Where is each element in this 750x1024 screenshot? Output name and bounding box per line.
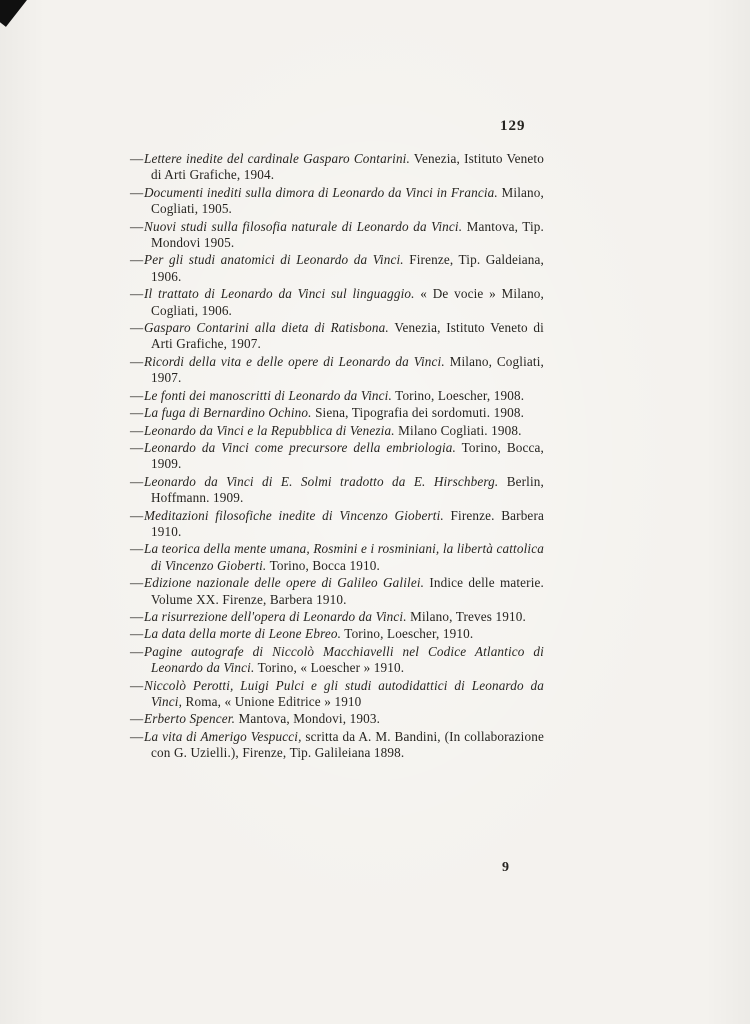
bibliography-entry: [130, 185, 544, 218]
bibliography-entry: [130, 729, 544, 762]
entry-dash: —: [130, 353, 144, 369]
entry-publisher-info: Mantova, Tip. Mondovi 1905.: [151, 218, 544, 251]
bibliography-entry: [130, 626, 544, 642]
entry-title: Gasparo Contarini alla dieta di Ratisbona.: [144, 320, 389, 336]
bibliography-entry: [130, 508, 544, 541]
entry-publisher-info: scritta da A. M. Bandini, (In collaborazione con G. Uzielli.), Firenze, Tip. Galileiana 1898.: [151, 728, 544, 761]
bibliography-entry: [130, 405, 544, 421]
entry-dash: —: [130, 473, 144, 489]
bibliography-entry: [130, 609, 544, 625]
bibliography-entry: [130, 474, 544, 507]
entry-publisher-info: Roma, « Unione Editrice » 1910: [185, 694, 362, 709]
entry-publisher-info: Milano, Treves 1910.: [410, 608, 526, 624]
entry-title: Nuovi studi sulla filosofia naturale di Leonardo da Vinci.: [144, 218, 463, 234]
scan-corner-artifact: [0, 0, 27, 27]
entry-dash: —: [130, 320, 144, 336]
bibliography-entry: [130, 711, 544, 727]
entry-dash: —: [130, 507, 144, 523]
entry-dash: —: [130, 151, 144, 166]
entry-title: Documenti inediti sulla dimora di Leonardo da Vinci in Francia.: [144, 184, 498, 200]
entry-dash: —: [130, 218, 144, 234]
entry-title: Pagine autografe di Niccolò Macchiavelli nel Codice Atlantico di Leonardo da Vinci.: [144, 643, 544, 676]
entry-title: La data della morte di Leone Ebreo.: [144, 626, 342, 642]
entry-publisher-info: Venezia, Istituto Veneto di Arti Grafiche, 1904.: [151, 151, 544, 183]
entry-publisher-info: Torino, Bocca 1910.: [269, 557, 380, 573]
page-number-top: 129: [500, 118, 526, 134]
entry-title: Ricordi della vita e delle opere di Leonardo da Vinci.: [144, 353, 445, 369]
entry-publisher-info: Venezia, Istituto Veneto di Arti Grafiche, 1907.: [151, 320, 544, 352]
entry-title: Lettere inedite del cardinale Gasparo Contarini.: [144, 151, 410, 166]
entry-title: Leonardo da Vinci e la Repubblica di Venezia.: [144, 422, 395, 438]
entry-publisher-info: Siena, Tipografia dei sordomuti. 1908.: [315, 405, 525, 421]
page-number-bottom: 9: [502, 860, 509, 875]
entry-title: Il trattato di Leonardo da Vinci sul linguaggio.: [144, 286, 415, 302]
entry-publisher-info: « De vocie » Milano, Cogliati, 1906.: [151, 286, 544, 318]
entry-dash: —: [130, 677, 144, 693]
entry-title: La risurrezione dell'opera di Leonardo da Vinci.: [144, 608, 407, 624]
entry-publisher-info: Torino, Loescher, 1910.: [344, 626, 474, 642]
entry-publisher-info: Firenze, Tip. Galdeiana, 1906.: [151, 252, 544, 284]
entry-title: Leonardo da Vinci di E. Solmi tradotto da E. Hirschberg.: [144, 473, 499, 489]
bibliography-entry: [130, 286, 544, 319]
entry-dash: —: [130, 252, 144, 268]
entry-publisher-info: Torino, Bocca, 1909.: [151, 439, 545, 472]
entry-dash: —: [130, 626, 144, 642]
bibliography-entry: [130, 252, 544, 285]
entry-publisher-info: Torino, Loescher, 1908.: [395, 387, 525, 403]
entry-title: Per gli studi anatomici di Leonardo da Vinci.: [144, 252, 404, 268]
entry-dash: —: [130, 643, 144, 659]
entry-dash: —: [130, 711, 144, 727]
entry-dash: —: [130, 575, 144, 591]
entry-title: Edizione nazionale delle opere di Galileo Galilei.: [144, 575, 425, 591]
entry-publisher-info: Milano Cogliati. 1908.: [398, 422, 522, 438]
entry-dash: —: [130, 608, 144, 624]
bibliography-entry: [130, 575, 544, 608]
entry-title: Leonardo da Vinci come precursore della embriologia.: [144, 439, 456, 455]
bibliography-entry: [130, 644, 544, 677]
bibliography-entry: [130, 320, 544, 353]
bibliography-entry: [130, 219, 544, 252]
entry-dash: —: [130, 405, 144, 421]
entry-dash: —: [130, 286, 144, 302]
entry-dash: —: [130, 422, 144, 438]
bibliography-entry: [130, 151, 544, 184]
entry-publisher-info: Berlin, Hoffmann. 1909.: [151, 473, 544, 506]
entry-publisher-info: Indice delle materie. Volume XX. Firenze, Barbera 1910.: [151, 575, 544, 607]
bibliography-entry: [130, 354, 544, 387]
entry-dash: —: [130, 387, 144, 403]
entry-title: Erberto Spencer.: [144, 711, 236, 727]
entry-title: Niccolò Perotti, Luigi Pulci e gli studi autodidattici di Leonardo da Vinci,: [144, 677, 544, 709]
entry-publisher-info: Firenze. Barbera 1910.: [151, 507, 544, 539]
entry-title: La teorica della mente umana, Rosmini e i rosminiani, la libertà cattolica di Vincenzo Gioberti.: [144, 541, 544, 573]
bibliography-list: [130, 151, 544, 763]
entry-title: Meditazioni filosofiche inedite di Vincenzo Gioberti.: [144, 507, 444, 523]
entry-publisher-info: Torino, « Loescher » 1910.: [257, 660, 405, 676]
bibliography-entry: [130, 388, 544, 404]
entry-publisher-info: Mantova, Mondovi, 1903.: [238, 711, 381, 727]
bibliography-entry: [130, 678, 544, 711]
entry-publisher-info: Milano, Cogliati, 1907.: [151, 353, 544, 386]
entry-title: La fuga di Bernardino Ochino.: [144, 405, 312, 421]
entry-publisher-info: Milano, Cogliati, 1905.: [151, 184, 544, 217]
entry-dash: —: [130, 728, 144, 744]
entry-dash: —: [130, 184, 144, 200]
entry-title: La vita di Amerigo Vespucci,: [144, 728, 302, 744]
entry-dash: —: [130, 541, 144, 557]
entry-title: Le fonti dei manoscritti di Leonardo da Vinci.: [144, 387, 392, 403]
entry-dash: —: [130, 439, 144, 455]
bibliography-entry: [130, 423, 544, 439]
bibliography-entry: [130, 541, 544, 574]
bibliography-entry: [130, 440, 544, 473]
